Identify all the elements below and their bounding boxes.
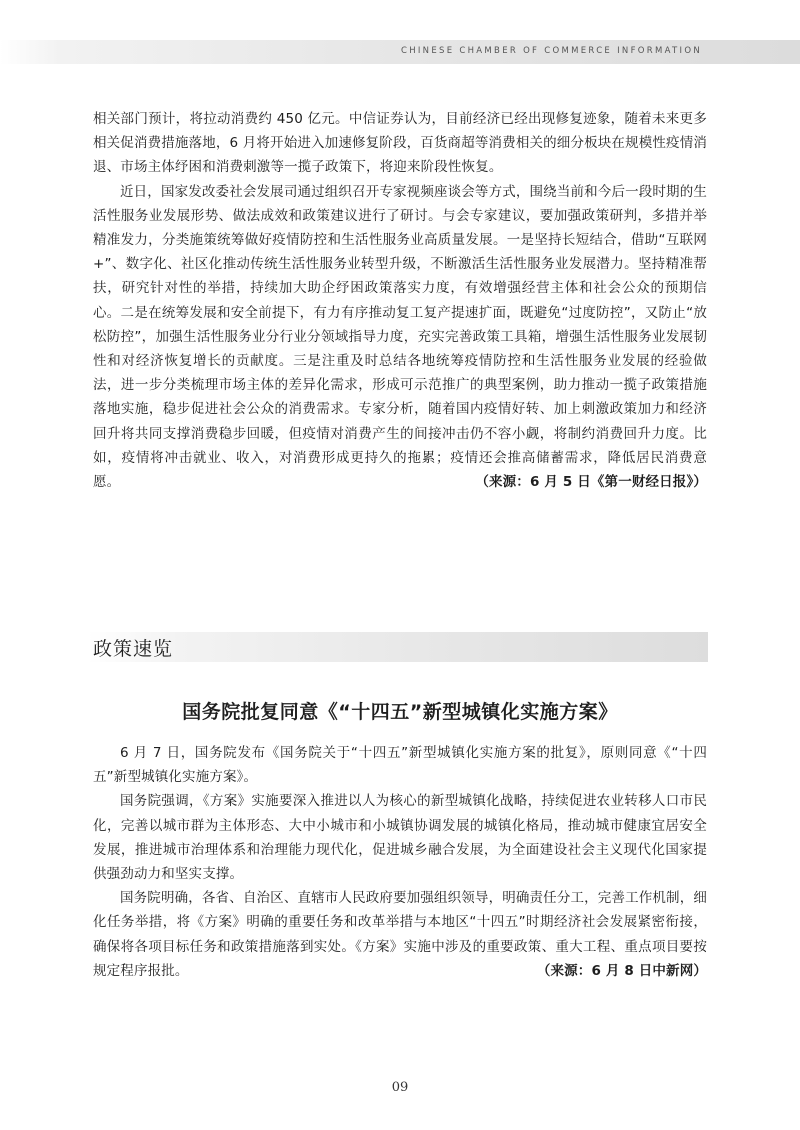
article1-paragraph-2 — [93, 180, 707, 495]
article2-title: 国务院批复同意《“十四五”新型城镇化实施方案》 — [182, 701, 618, 723]
article1-paragraph-2-text: 近日，国家发改委社会发展司通过组织召开专家视频座谈会等方式，围绕当前和今后一段时期的生活性服务业发展形势、做法成效和政策建议进行了研讨。与会专家建议，要加强政策研判，多措并举精准发力，分类施策统筹做好疫情防控和生活性服务业高质量发展。一是坚持长短结合，借助“互联网 +”、数字化、社区化推动传统生活性服务业转型升级，不断激活生活性服务业发展潜力。坚持精准帮扶，研究针对性的举措，持续加大助企纾困政策落实力度，有效增强经营主体和社会公众的预期信心。二是在统筹发展和安全前提下，有力有序推动复工复产提速扩面，既避免“过度防控”，又防止“放松防控”，加强生活性服务业分行业分领域指导力度，充实完善政策工具箱，增强生活性服务业发展韧性和对经济恢复增长的贡献度。三是注重及时总结各地统筹疫情防控和生活性服务业发展的经验做法，进一步分类梳理市场主体的差异化需求，形成可示范推广的典型案例，助力推动一揽子政策措施落地实施，稳步促进社会公众的消费需求。专家分析，随着国内疫情好转、加上刺激政策加力和经济回升将共同支撑消费稳步回暖，但疫情对消费产生的间接冲击仍不容小觑，将制约消费回升力度。比如，疫情将冲击就业、收入，对消费形成更持久的拖累；疫情还会推高储蓄需求，降低居民消费意愿。 — [93, 183, 707, 491]
publication-name: CHINESE CHAMBER OF COMMERCE INFORMATION — [400, 46, 702, 56]
article2-body — [93, 741, 707, 983]
article1-source: （来源：6 月 5 日《第一财经日报》） — [475, 474, 707, 491]
article-continued — [93, 107, 707, 494]
article2-source: （来源：6 月 8 日中新网） — [536, 962, 707, 979]
article2-paragraph-3-text: 国务院明确，各省、自治区、直辖市人民政府要加强组织领导，明确责任分工，完善工作机制，细化任务举措，将《方案》明确的重要任务和改革举措与本地区“十四五”时期经济社会发展紧密衔接，确保将各项目标任务和政策措施落到实处。《方案》实施中涉及的重要政策、重大工程、重点项目要按规定程序报批。 — [93, 890, 707, 979]
article2-paragraph-1: 6 月 7 日，国务院发布《国务院关于“十四五”新型城镇化实施方案的批复》，原则同意《“十四五”新型城镇化实施方案》。 — [93, 745, 707, 786]
page-number: 09 — [391, 1080, 409, 1095]
article2-paragraph-2: 国务院强调，《方案》实施要深入推进以人为核心的新型城镇化战略，持续促进农业转移人口市民化，完善以城市群为主体形态、大中小城市和小城镇协调发展的城镇化格局，推动城市健康宜居安全发展，推进城市治理体系和治理能力现代化，促进城乡融合发展，为全面建设社会主义现代化国家提供强劲动力和坚实支撑。 — [93, 793, 707, 883]
section-bar — [88, 632, 708, 662]
article2-paragraph-3 — [93, 886, 707, 983]
article1-paragraph-1: 相关部门预计，将拉动消费约 450 亿元。中信证券认为，目前经济已经出现修复迹象，随着未来更多相关促消费措施落地，6 月将开始进入加速修复阶段，百货商超等消费相关的细分板块在规模性疫情消退、市场主体纾困和消费刺激等一揽子政策下，将迎来阶段性恢复。 — [93, 111, 707, 176]
section-title: 政策速览 — [93, 638, 174, 660]
